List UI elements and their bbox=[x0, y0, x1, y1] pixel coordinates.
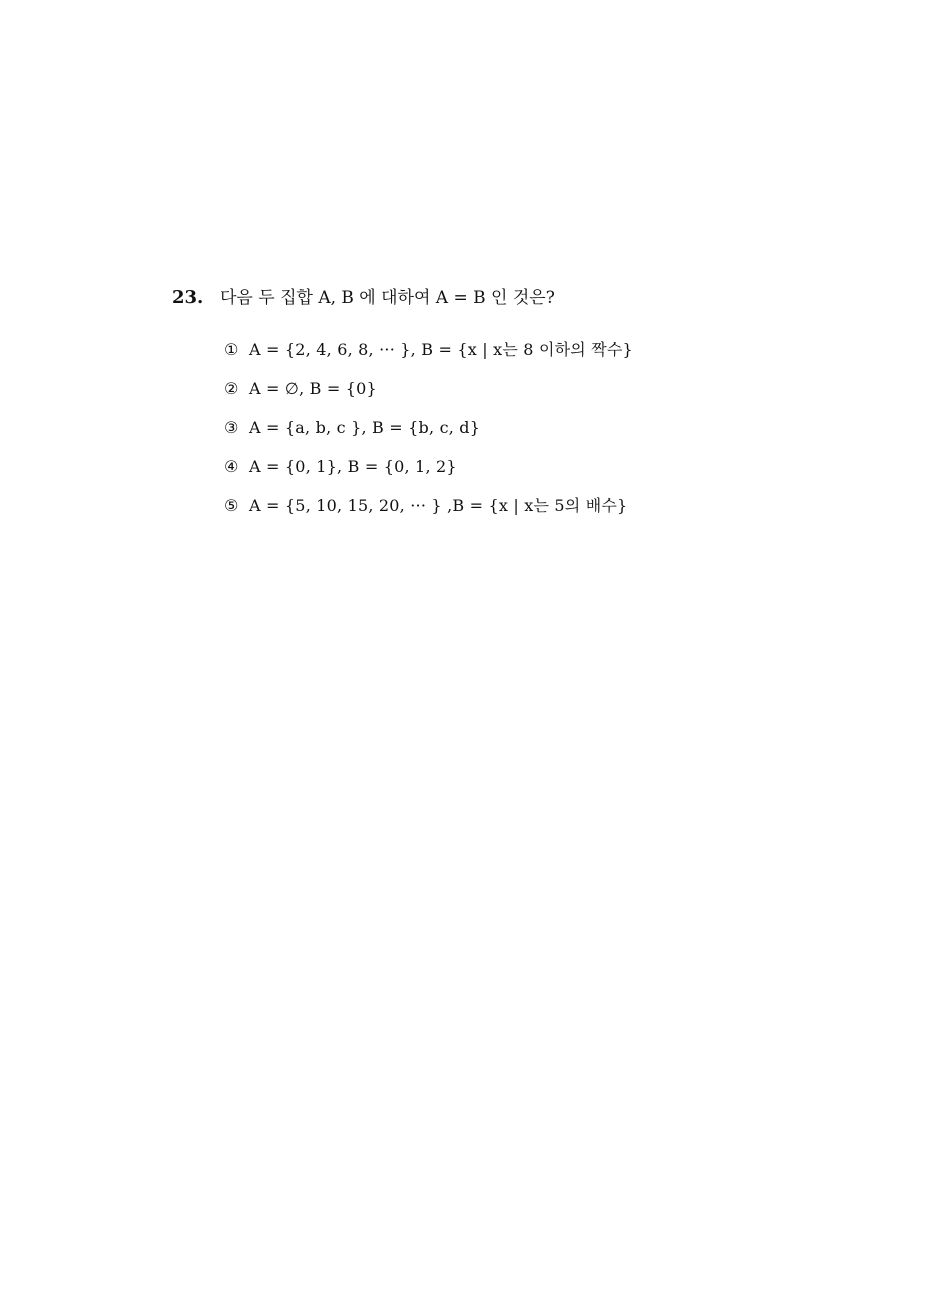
question-stem: 다음 두 집합 A, B 에 대하여 A = B 인 것은? bbox=[220, 288, 555, 308]
choice-text: A = {0, 1}, B = {0, 1, 2} bbox=[249, 457, 457, 476]
choice-5[interactable] bbox=[224, 494, 633, 533]
choice-marker: ② bbox=[224, 379, 239, 398]
choice-list bbox=[224, 338, 633, 533]
question-23 bbox=[172, 286, 872, 515]
choice-text: A = {2, 4, 6, 8, ··· }, B = {x | x는 8 이하의 짝수} bbox=[249, 340, 633, 359]
choice-4[interactable] bbox=[224, 455, 633, 494]
question-number: 23. bbox=[172, 287, 204, 308]
choice-marker: ⑤ bbox=[224, 496, 239, 515]
choice-text: A = {a, b, c }, B = {b, c, d} bbox=[249, 418, 481, 437]
choice-text: A = ∅, B = {0} bbox=[249, 379, 377, 398]
choice-marker: ① bbox=[224, 340, 239, 359]
choice-1[interactable] bbox=[224, 338, 633, 377]
choice-3[interactable] bbox=[224, 416, 633, 455]
choice-2[interactable] bbox=[224, 377, 633, 416]
choice-marker: ④ bbox=[224, 457, 239, 476]
choice-text: A = {5, 10, 15, 20, ··· } ,B = {x | x는 5의 배수} bbox=[249, 496, 628, 515]
question-header bbox=[172, 286, 872, 310]
choice-marker: ③ bbox=[224, 418, 239, 437]
